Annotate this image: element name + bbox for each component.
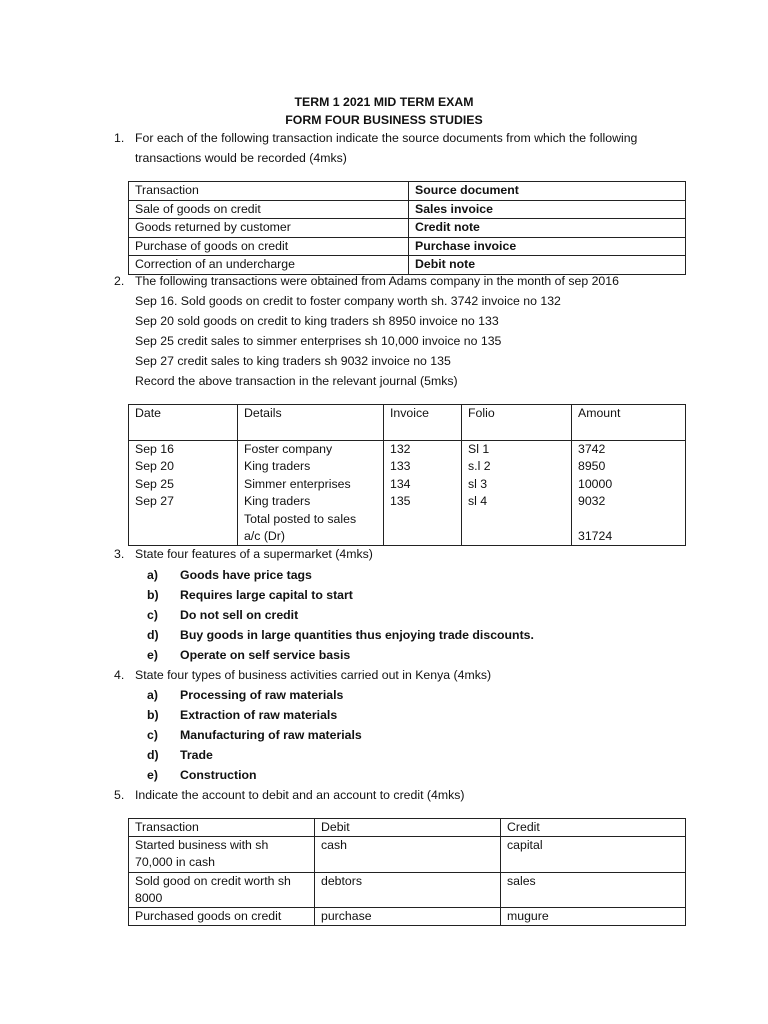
q2-transaction-line: Sep 16. Sold goods on credit to foster company worth sh. 3742 invoice no 132	[135, 294, 561, 308]
amount-entry: 3742	[578, 442, 606, 456]
q2-number: 2.	[114, 274, 125, 288]
header-invoice: Invoice	[384, 405, 462, 441]
answer-letter: b)	[147, 588, 159, 602]
q2-transaction-line: Sep 27 credit sales to king traders sh 9032 invoice no 135	[135, 354, 451, 368]
date-entry: Sep 27	[135, 494, 174, 509]
amounts-cell	[572, 441, 686, 546]
credit-cell: capital	[501, 837, 686, 872]
invoice-entry: 134	[390, 476, 411, 491]
transaction-cell: Correction of an undercharge	[129, 256, 409, 275]
source-document-cell: Debit note	[409, 256, 686, 275]
table-header-row	[129, 819, 686, 837]
answer-text: Extraction of raw materials	[180, 708, 338, 722]
q1-number: 1.	[114, 131, 125, 145]
debit-cell: purchase	[315, 908, 501, 926]
detail-entry: King traders	[244, 494, 311, 509]
detail-entry: Total posted to sales	[244, 511, 357, 526]
table-header-row	[129, 405, 686, 441]
invoice-entry: 133	[390, 459, 411, 474]
header-date: Date	[129, 405, 238, 441]
header-credit: Credit	[501, 819, 686, 837]
amount-entry: 9032	[578, 494, 606, 509]
exam-title: TERM 1 2021 MID TERM EXAM	[294, 95, 474, 109]
header-source-document: Source document	[409, 182, 686, 201]
answer-letter: a)	[147, 688, 158, 702]
source-documents-table	[128, 181, 686, 275]
answer-text: Requires large capital to start	[180, 588, 353, 602]
table-row	[129, 908, 686, 926]
source-document-cell: Purchase invoice	[409, 237, 686, 256]
transaction-cell: Sale of goods on credit	[129, 200, 409, 219]
transaction-line: Sold good on credit worth sh	[135, 873, 291, 888]
debit-cell: debtors	[315, 872, 501, 907]
transaction-cell	[129, 837, 315, 872]
header-folio: Folio	[462, 405, 572, 441]
answer-text: Trade	[180, 748, 213, 762]
q2-text-line1: The following transactions were obtained from Adams company in the month of sep 2016	[135, 274, 619, 288]
amount-entry: 10000	[578, 476, 613, 491]
q2-transaction-line: Sep 20 sold goods on credit to king traders sh 8950 invoice no 133	[135, 314, 499, 328]
transaction-line: Purchased goods on credit	[135, 909, 282, 924]
table-row	[129, 200, 686, 219]
exam-subtitle: FORM FOUR BUSINESS STUDIES	[285, 113, 483, 127]
amount-spacer	[578, 511, 679, 528]
debit-cell: cash	[315, 837, 501, 872]
table-row	[129, 441, 686, 546]
detail-entry: a/c (Dr)	[244, 528, 285, 543]
transaction-line: Started business with sh	[135, 838, 269, 853]
q3-text: State four features of a supermarket (4mks)	[135, 547, 373, 561]
answer-letter: e)	[147, 768, 158, 782]
answer-text: Do not sell on credit	[180, 608, 299, 622]
header-amount: Amount	[572, 405, 686, 441]
transaction-line: 8000	[135, 890, 163, 905]
answer-text: Operate on self service basis	[180, 648, 351, 662]
answer-text: Buy goods in large quantities thus enjoying trade discounts.	[180, 628, 534, 642]
header-transaction: Transaction	[129, 819, 315, 837]
table-row	[129, 237, 686, 256]
debit-credit-table	[128, 818, 686, 926]
answer-letter: c)	[147, 608, 158, 622]
amount-total: 31724	[578, 528, 613, 543]
table-row	[129, 219, 686, 238]
table-row	[129, 872, 686, 907]
q3-number: 3.	[114, 547, 125, 561]
q4-number: 4.	[114, 668, 125, 682]
detail-entry: Simmer enterprises	[244, 476, 351, 491]
answer-letter: d)	[147, 748, 159, 762]
source-document-cell: Sales invoice	[409, 200, 686, 219]
date-entry: Sep 20	[135, 459, 174, 474]
q5-number: 5.	[114, 788, 125, 802]
invoices-cell	[384, 441, 462, 546]
dates-cell	[129, 441, 238, 546]
amount-entry: 8950	[578, 459, 606, 474]
answer-letter: d)	[147, 628, 159, 642]
q4-text: State four types of business activities carried out in Kenya (4mks)	[135, 668, 492, 682]
transaction-line: 70,000 in cash	[135, 855, 215, 870]
source-document-cell: Credit note	[409, 219, 686, 238]
detail-entry: King traders	[244, 459, 311, 474]
invoice-entry: 135	[390, 494, 411, 509]
date-entry: Sep 16	[135, 442, 174, 456]
answer-letter: b)	[147, 708, 159, 722]
folio-entry: sl 4	[468, 494, 488, 509]
q2-transaction-line: Sep 25 credit sales to simmer enterprises sh 10,000 invoice no 135	[135, 334, 502, 348]
credit-cell: mugure	[501, 908, 686, 926]
folio-entry: Sl 1	[468, 442, 490, 456]
date-entry: Sep 25	[135, 476, 174, 491]
transaction-cell	[129, 872, 315, 907]
q1-text-line1: For each of the following transaction indicate the source documents from which the following	[135, 131, 638, 145]
transaction-cell: Goods returned by customer	[129, 219, 409, 238]
invoice-entry: 132	[390, 442, 411, 456]
table-row	[129, 837, 686, 872]
credit-cell: sales	[501, 872, 686, 907]
table-header-row	[129, 182, 686, 201]
table-row	[129, 256, 686, 275]
answer-letter: e)	[147, 648, 158, 662]
details-cell	[238, 441, 384, 546]
answer-text: Manufacturing of raw materials	[180, 728, 362, 742]
q1-text-line2: transactions would be recorded (4mks)	[135, 151, 347, 165]
detail-entry: Foster company	[244, 442, 333, 456]
folio-entry: sl 3	[468, 476, 488, 491]
q5-text: Indicate the account to debit and an account to credit (4mks)	[135, 788, 465, 802]
answer-letter: c)	[147, 728, 158, 742]
answer-text: Construction	[180, 768, 257, 782]
answer-text: Processing of raw materials	[180, 688, 344, 702]
folios-cell	[462, 441, 572, 546]
sales-journal-table	[128, 404, 686, 546]
header-debit: Debit	[315, 819, 501, 837]
answer-letter: a)	[147, 568, 158, 582]
transaction-cell	[129, 908, 315, 926]
answer-text: Goods have price tags	[180, 568, 312, 582]
transaction-cell: Purchase of goods on credit	[129, 237, 409, 256]
folio-entry: s.l 2	[468, 459, 491, 474]
header-details: Details	[238, 405, 384, 441]
q2-instruction: Record the above transaction in the relevant journal (5mks)	[135, 374, 458, 388]
header-transaction: Transaction	[129, 182, 409, 201]
